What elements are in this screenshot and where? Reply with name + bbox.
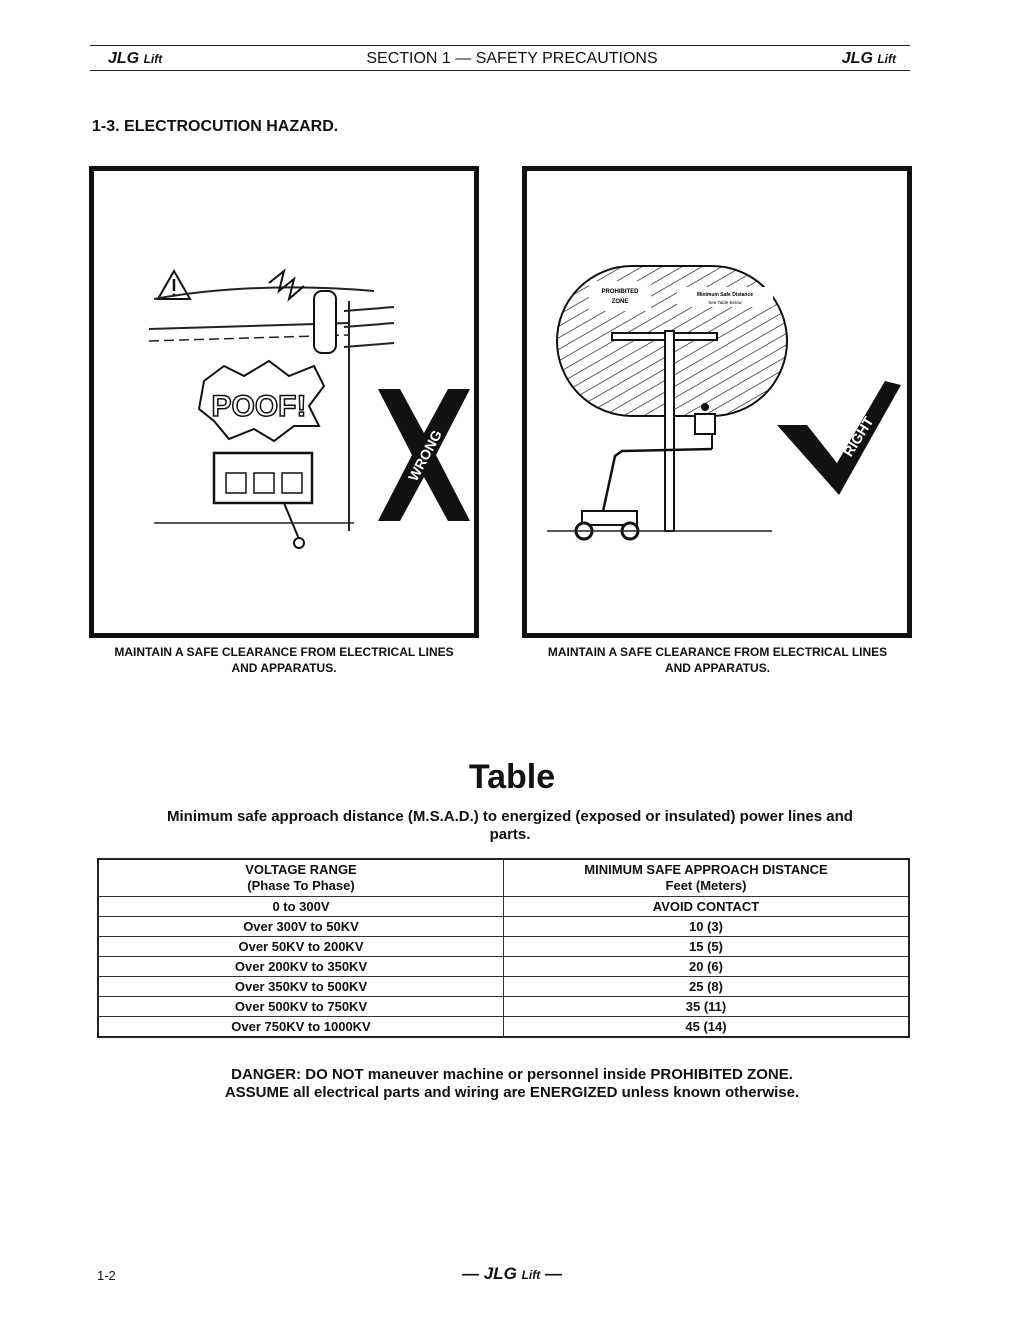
figure-wrong bbox=[89, 166, 479, 638]
distance-cell: 35 (11) bbox=[504, 997, 910, 1017]
zone-label-2: ZONE bbox=[611, 299, 629, 305]
figure-wrong-caption bbox=[89, 644, 479, 676]
figure-wrong-caption-line2: AND APPARATUS. bbox=[231, 661, 337, 675]
distance-cell: 25 (8) bbox=[504, 977, 910, 997]
poof-text: POOF! bbox=[211, 390, 307, 423]
col-distance-header-line1: MINIMUM SAFE APPROACH DISTANCE bbox=[584, 862, 828, 877]
voltage-cell: 0 to 300V bbox=[98, 897, 504, 917]
footer-brand bbox=[0, 1264, 1024, 1284]
danger-line1: DANGER: DO NOT maneuver machine or personnel inside PROHIBITED ZONE. bbox=[231, 1066, 793, 1083]
page-number: 1-2 bbox=[97, 1268, 116, 1283]
header-right-brand-suffix: Lift bbox=[877, 52, 896, 66]
header-section-title: SECTION 1 — SAFETY PRECAUTIONS bbox=[366, 50, 658, 67]
col-voltage-header-line2: (Phase To Phase) bbox=[247, 878, 355, 893]
figure-right-caption bbox=[520, 644, 915, 676]
header-left-brand-name: JLG bbox=[108, 50, 140, 67]
zone-label-1: PROHIBITED bbox=[601, 289, 639, 295]
distance-cell: AVOID CONTACT bbox=[504, 897, 910, 917]
table-subtitle-line1: Minimum safe approach distance (M.S.A.D.) to energized (exposed or insulated) power lines and bbox=[167, 808, 853, 825]
footer-dash-left: — bbox=[462, 1264, 484, 1283]
footer-dash-right: — bbox=[540, 1264, 562, 1283]
header-left-brand-suffix: Lift bbox=[143, 52, 163, 66]
table-row bbox=[98, 977, 909, 997]
figure-right bbox=[522, 166, 912, 638]
table-title: Table bbox=[468, 758, 556, 796]
distance-cell: 15 (5) bbox=[504, 937, 910, 957]
voltage-cell: Over 50KV to 200KV bbox=[98, 937, 504, 957]
voltage-cell: Over 300V to 50KV bbox=[98, 917, 504, 937]
header-right-brand bbox=[842, 50, 896, 68]
danger-note bbox=[0, 1066, 1024, 1102]
figure-right-caption-line2: AND APPARATUS. bbox=[664, 661, 771, 675]
right-label: RIGHT bbox=[839, 413, 877, 460]
voltage-cell: Over 750KV to 1000KV bbox=[98, 1017, 504, 1038]
check-mark-icon bbox=[777, 381, 901, 495]
table-row bbox=[98, 997, 909, 1017]
col-distance-header-line2: Feet (Meters) bbox=[665, 878, 747, 893]
col-voltage-header-line1: VOLTAGE RANGE bbox=[245, 862, 357, 877]
msd-label-1: Minimum Safe Distance bbox=[696, 292, 754, 298]
msd-label-2: See Table Below bbox=[708, 300, 742, 305]
figure-right-caption-line1: MAINTAIN A SAFE CLEARANCE FROM ELECTRICAL LINES bbox=[547, 645, 888, 659]
col-voltage-header bbox=[98, 859, 504, 897]
distance-cell: 20 (6) bbox=[504, 957, 910, 977]
header-bottom-rule bbox=[90, 70, 910, 71]
distance-cell: 45 (14) bbox=[504, 1017, 910, 1038]
x-mark-icon bbox=[378, 389, 470, 521]
voltage-cell: Over 200KV to 350KV bbox=[98, 957, 504, 977]
voltage-cell: Over 500KV to 750KV bbox=[98, 997, 504, 1017]
table-row bbox=[98, 897, 909, 917]
table-subtitle bbox=[110, 808, 910, 844]
section-title: 1-3. ELECTROCUTION HAZARD. bbox=[92, 118, 339, 135]
footer-brand-name: JLG bbox=[483, 1264, 517, 1283]
voltage-cell: Over 350KV to 500KV bbox=[98, 977, 504, 997]
msad-table bbox=[97, 858, 910, 1038]
footer-brand-suffix: Lift bbox=[521, 1268, 541, 1282]
danger-line2: ASSUME all electrical parts and wiring are ENERGIZED unless known otherwise. bbox=[224, 1084, 800, 1101]
table-row bbox=[98, 917, 909, 937]
col-distance-header bbox=[504, 859, 910, 897]
table-row bbox=[98, 1017, 909, 1038]
table-subtitle-line2: parts. bbox=[489, 826, 531, 843]
header-right-brand-name: JLG bbox=[841, 50, 873, 67]
wrong-illustration bbox=[94, 171, 474, 633]
right-illustration bbox=[527, 171, 907, 633]
table-row bbox=[98, 937, 909, 957]
distance-cell: 10 (3) bbox=[504, 917, 910, 937]
figure-wrong-caption-line1: MAINTAIN A SAFE CLEARANCE FROM ELECTRICAL LINES bbox=[114, 645, 454, 659]
wrong-label: WRONG bbox=[404, 427, 445, 484]
table-header-row bbox=[98, 859, 909, 897]
header-top-rule bbox=[90, 45, 910, 46]
table-row bbox=[98, 957, 909, 977]
